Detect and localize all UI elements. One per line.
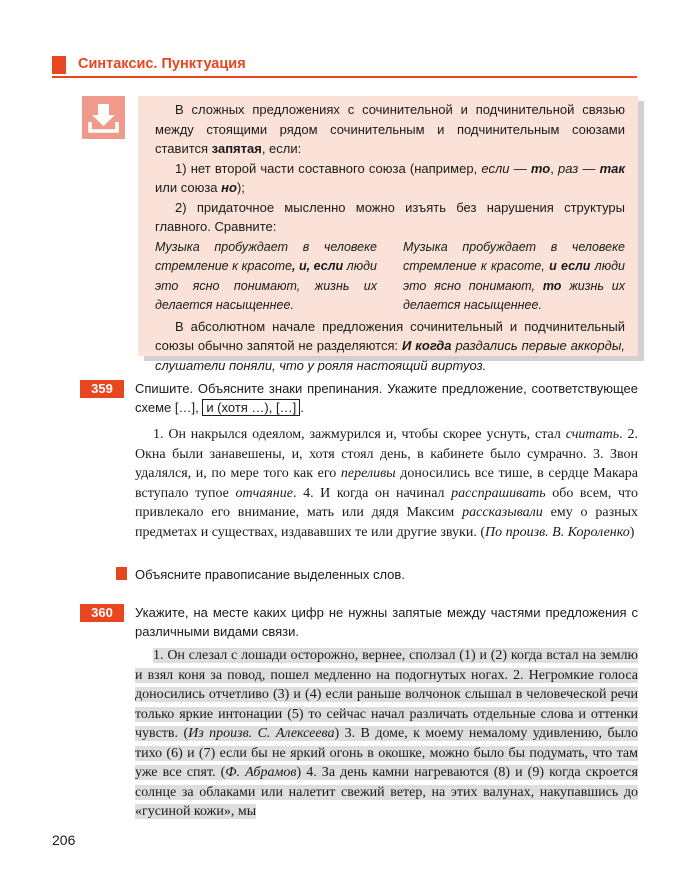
rule-paragraph-2: В абсолютном начале предложения сочинительный и подчинительный союзы обычно запятой не разделяются: И когда раздались первые аккорды, слушатели поняли, что у рояля настоящий виртуоз. — [155, 318, 626, 373]
note-marker — [116, 567, 127, 580]
header-rule — [52, 76, 637, 78]
section-title: Синтаксис. Пунктуация — [78, 56, 246, 72]
schema-box: и (хотя …), […] — [202, 399, 300, 416]
rule-item-2: 2) придаточное мысленно можно изъять без нарушения структуры главного. Сравните: — [155, 199, 625, 234]
exercise-360-text: 1. Он слезал с лошади осторожно, вернее, сползал (1) и (2) когда встал на землю и взял коня за повод, пошел медленно на подогнутых ногах. 2. Негромкие голоса доносились отчетливо (3) и (4) если раньше волчонок слышал в человеческой речи только яркие интонации (5) то сейчас начал различать отдельные слова и оттенки чувств. (Из произв. С. Алексеева) 3. В доме, к моему немалому удивлению, было тихо (6) и (7) если бы не яркий огонь в окошке, можно было бы подумать, что там уже все спят. (Ф. Абрамов) 4. За день камни нагреваются (8) и (9) когда скроется солнце за облаками или налетит свежий ветер, на этих валунах, накупавшись до «гусиной кожи», мы — [135, 648, 638, 819]
page-number: 206 — [52, 832, 76, 848]
rule-item-1: 1) нет второй части составного союза (например, если — то, раз — так или союза но); — [155, 160, 625, 195]
rule-text — [155, 100, 625, 375]
comparison — [155, 238, 625, 316]
exercise-359-note: Объясните правописание выделенных слов. — [135, 567, 405, 582]
comparison-right: Музыка пробуждает в человеке стремление к красоте, и если люди это ясно понимают, то жизнь их делается насыщеннее. — [403, 239, 625, 312]
header-marker — [52, 56, 66, 74]
exercise-number-359: 359 — [80, 380, 124, 398]
download-tray-icon — [82, 96, 125, 139]
comparison-left: Музыка пробуждает в человеке стремление к красоте, и, если люди это ясно понимают, жизнь их делается насыщеннее. — [155, 239, 377, 312]
rule-paragraph: В сложных предложениях с сочинительной и подчинительной связью между стоящими рядом сочинительным и подчинительным союзами ставится запятая, если: — [155, 102, 625, 156]
exercise-360-task: Укажите, на месте каких цифр не нужны запятые между частями предложения с различными видами связи. — [135, 605, 638, 639]
exercise-number-360: 360 — [80, 604, 124, 622]
exercise-359-task: Спишите. Объясните знаки препинания. Укажите предложение, соответствующее схеме […], и (хотя …), […] . — [135, 381, 638, 415]
exercise-359-text: 1. Он накрылся одеялом, зажмурился и, чтобы скорее уснуть, стал считать. 2. Окна были занавешены, и, хотя стоял день, в кабинете было сумрачно. 3. Звон удалялся, и, по мере того как его переливы доносились все тише, в сердце Макара вступало тупое отчаяние. 4. И когда он начинал расспрашивать обо всем, что привлекало его внимание, мать или дядя Максим рассказывали ему о разных предметах и существах, издававших те или другие звуки. (По произв. В. Короленко) — [135, 427, 639, 540]
